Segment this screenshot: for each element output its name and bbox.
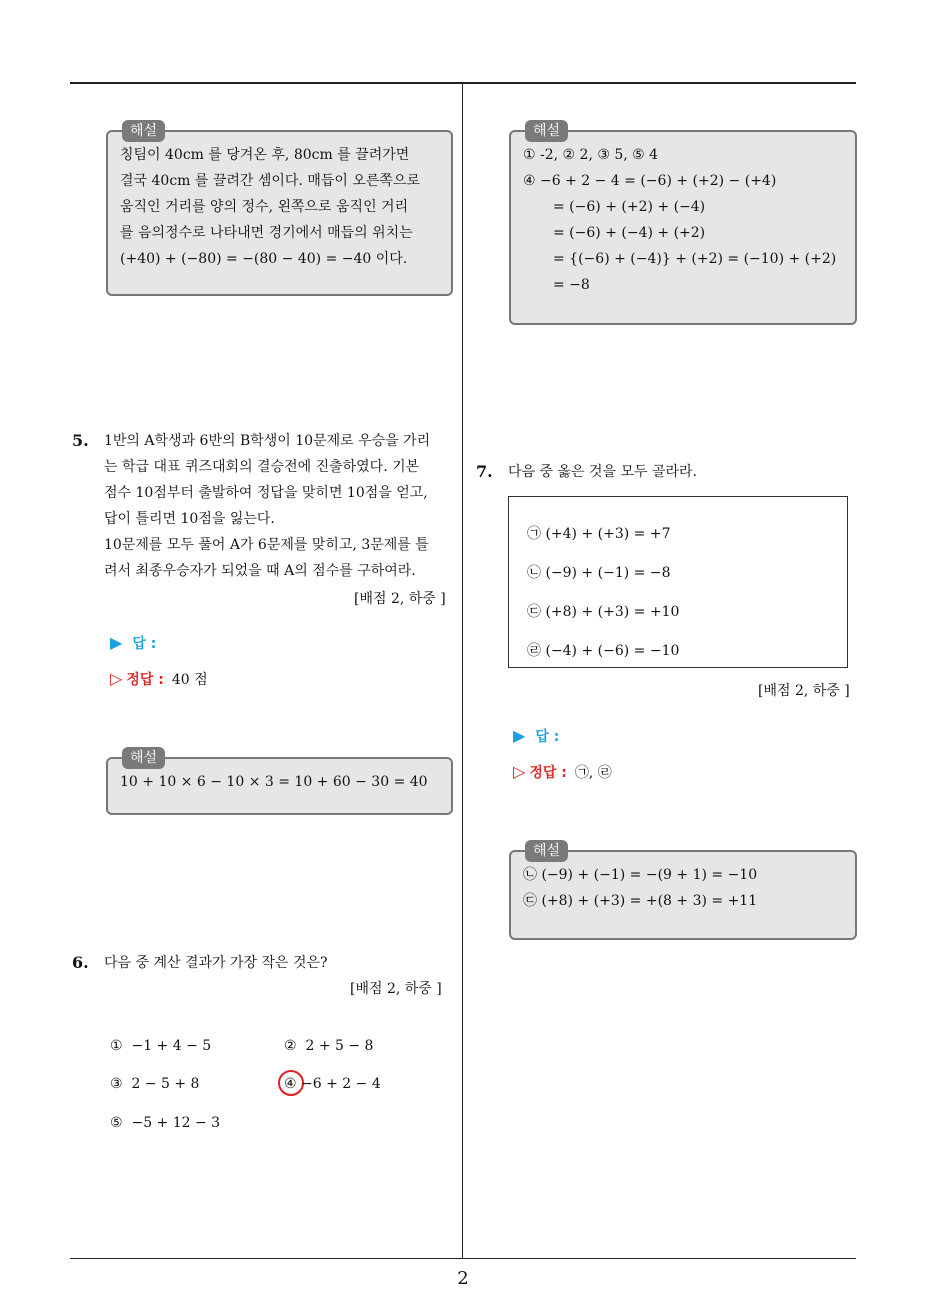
- statement-item: ㉣ (−4) + (−6) = −10: [527, 643, 680, 659]
- page-number: 2: [457, 1268, 469, 1289]
- choice-expr: −1 + 4 − 5: [131, 1038, 212, 1054]
- statement-item: ㉠ (+4) + (+3) = +7: [527, 526, 671, 542]
- correct-answer-value: ㉠, ㉣: [574, 765, 612, 781]
- choice-5[interactable]: [110, 1115, 220, 1131]
- outline-arrow-icon: ▷: [513, 762, 526, 781]
- question-line: 10문제를 모두 풀어 A가 6문제를 맞히고, 3문제를 틀: [104, 537, 429, 553]
- solution-tag: 해설: [122, 120, 165, 142]
- choice-1[interactable]: [110, 1038, 211, 1054]
- statement-box: [508, 496, 848, 668]
- correct-answer-value: 40 점: [171, 672, 208, 688]
- solution-line: ㉡ (−9) + (−1) = −(9 + 1) = −10: [523, 867, 758, 883]
- correct-answer-label: 정답 :: [126, 672, 164, 688]
- score-label: [배점 2, 하중 ]: [758, 683, 850, 699]
- solution-line: 칭팀이 40cm 를 당겨온 후, 80cm 를 끌려가면: [120, 147, 410, 163]
- solution-tag: 해설: [525, 120, 568, 142]
- choice-mark: ③: [110, 1076, 123, 1092]
- solution-box-q4: [106, 123, 453, 296]
- solution-line: = (−6) + (−4) + (+2): [553, 225, 706, 241]
- answer-row: [110, 633, 156, 653]
- answer-label: 답 :: [535, 729, 560, 745]
- correct-answer-row: [513, 762, 612, 782]
- solution-line: = {(−6) + (−4)} + (+2) = (−10) + (+2): [553, 251, 837, 267]
- solution-line: ④ −6 + 2 − 4 = (−6) + (+2) − (+4): [523, 173, 777, 189]
- answer-label: 답 :: [132, 636, 157, 652]
- choice-2[interactable]: [284, 1038, 373, 1054]
- solution-line: 10 + 10 × 6 − 10 × 3 = 10 + 60 − 30 = 40: [120, 774, 428, 790]
- choice-3[interactable]: [110, 1076, 199, 1092]
- question-line: 1반의 A학생과 6반의 B학생이 10문제로 우승을 가리: [104, 433, 431, 449]
- choice-mark: ①: [110, 1038, 123, 1054]
- play-arrow-icon: ▶: [513, 726, 526, 745]
- solution-line: = −8: [553, 277, 590, 293]
- correct-answer-row: [110, 669, 208, 689]
- solution-line: 움직인 거리를 양의 정수, 왼쪽으로 움직인 거리: [120, 199, 409, 215]
- score-label: [배점 2, 하중 ]: [350, 981, 442, 997]
- choice-mark: ②: [284, 1038, 297, 1054]
- choice-expr: −5 + 12 − 3: [131, 1115, 221, 1131]
- outline-arrow-icon: ▷: [110, 669, 123, 688]
- question-line: 려서 최종우승자가 되었을 때 A의 점수를 구하여라.: [104, 563, 416, 579]
- question-text: [104, 428, 456, 584]
- question-line: 답이 틀리면 10점을 잃는다.: [104, 511, 275, 527]
- solution-line: 를 음의정수로 나타내면 경기에서 매듭의 위치는: [120, 225, 413, 241]
- choice-mark: ④: [284, 1076, 297, 1092]
- question-number: 6.: [72, 953, 89, 972]
- choice-expr: 2 + 5 − 8: [305, 1038, 374, 1054]
- correct-answer-label: 정답 :: [529, 765, 567, 781]
- choice-expr: 2 − 5 + 8: [131, 1076, 200, 1092]
- solution-tag: 해설: [122, 747, 165, 769]
- statement-item: ㉢ (+8) + (+3) = +10: [527, 604, 680, 620]
- choice-expr: −6 + 2 − 4: [301, 1076, 381, 1092]
- solution-tag: 해설: [525, 840, 568, 862]
- question-number: 7.: [476, 462, 493, 481]
- play-arrow-icon: ▶: [110, 633, 123, 652]
- solution-line: (+40) + (−80) = −(80 − 40) = −40 이다.: [120, 251, 408, 267]
- bottom-rule: [70, 1258, 856, 1259]
- statement-item: ㉡ (−9) + (−1) = −8: [527, 565, 671, 581]
- question-line: 점수 10점부터 출발하여 정답을 맞히면 10점을 얻고,: [104, 485, 428, 501]
- question-line: 는 학급 대표 퀴즈대회의 결승전에 진출하였다. 기본: [104, 459, 420, 475]
- answer-row: [513, 726, 559, 746]
- column-divider: [462, 84, 463, 1258]
- solution-box-q7: [509, 843, 857, 940]
- choice-4[interactable]: [284, 1076, 381, 1092]
- solution-box-q5: [106, 750, 453, 815]
- question-number: 5.: [72, 431, 89, 450]
- solution-line: ① -2, ② 2, ③ 5, ⑤ 4: [523, 147, 659, 163]
- solution-line: 결국 40cm 를 끌려간 셈이다. 매듭이 오른쪽으로: [120, 173, 420, 189]
- question-text: 다음 중 계산 결과가 가장 작은 것은?: [104, 955, 328, 971]
- question-text: 다음 중 옳은 것을 모두 골라라.: [508, 464, 697, 480]
- solution-line: = (−6) + (+2) + (−4): [553, 199, 706, 215]
- score-label: [배점 2, 하중 ]: [354, 591, 446, 607]
- solution-line: ㉢ (+8) + (+3) = +(8 + 3) = +11: [523, 893, 758, 909]
- top-rule: [70, 82, 856, 84]
- choice-mark: ⑤: [110, 1115, 123, 1131]
- solution-box-q6: [509, 123, 857, 325]
